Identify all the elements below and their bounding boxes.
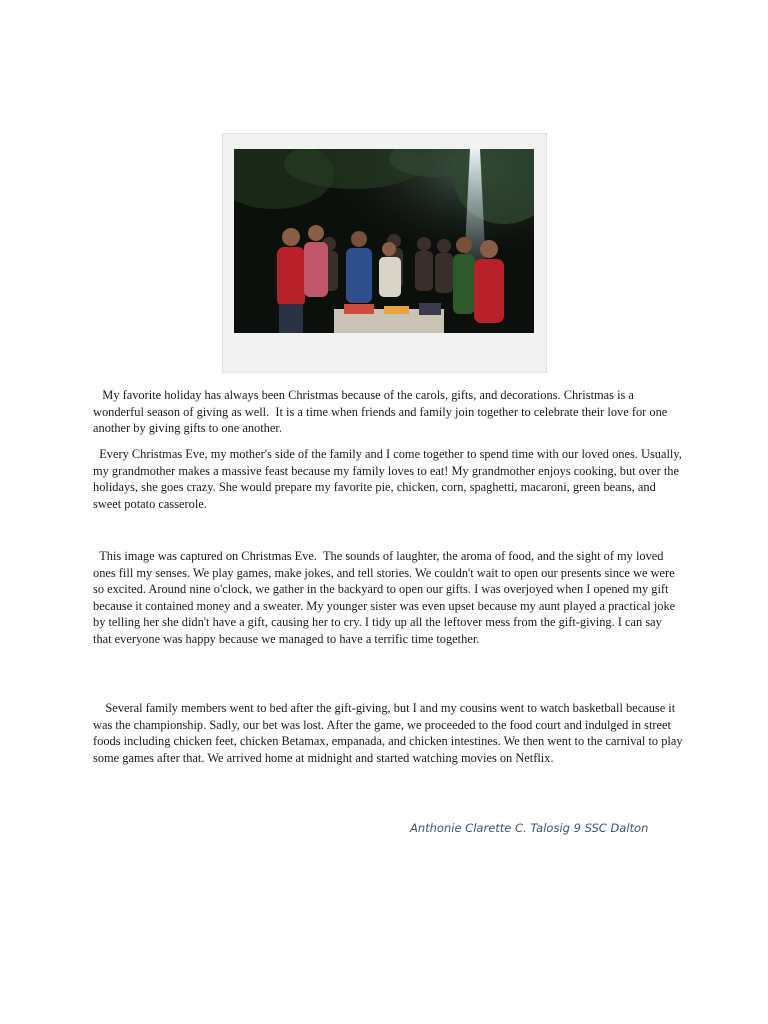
paragraph-photo-description: This image was captured on Christmas Eve. The sounds of laughter, the aroma of food, and the sight of my loved ones fill my senses. We play games, make jokes, and tell stories. We couldn't wait to open our presents since we were so excited. Around nine o'clock, we gather in the backyard to open our gifts. I was overjoyed when I opened my gift because it contained money and a sweater. My younger sister was even upset because my aunt played a practical joke by telling her she didn't have a gift, causing her to cry. I tidy up all the leftover mess from the gift-giving. I can say that everyone was happy because we managed to have a terrific time together. bbox=[93, 549, 679, 646]
paragraph-after-party: Several family members went to bed after the gift-giving, but I and my cousins went to watch basketball because it was the championship. Sadly, our bet was lost. After the game, we proceeded to the food court and indulged in street foods including chicken feet, chicken Betamax, empanada, and chicken intestines. We then went to the carnival to play some games after that. We arrived home at midnight and started watching movies on Netflix. bbox=[93, 701, 686, 765]
paragraph-intro: My favorite holiday has always been Christmas because of the carols, gifts, and decorations. Christmas is a wonderful season of giving as well. It is a time when friends and family join together to celebrate their love for one another by giving gifts to one another. bbox=[93, 388, 671, 435]
family-photo-icon bbox=[234, 149, 534, 333]
photo-frame bbox=[222, 133, 547, 373]
author-signature: Anthonie Clarette C. Talosig 9 SSC Dalton bbox=[410, 821, 649, 835]
family-photo bbox=[234, 149, 534, 333]
paragraph-christmas-eve: Every Christmas Eve, my mother's side of the family and I come together to spend time with our loved ones. Usually, my grandmother makes a massive feast because my family loves to eat! My grandmother enjoys cooking, but over the holidays, she goes crazy. She would prepare my favorite pie, chicken, corn, spaghetti, macaroni, green beans, and sweet potato casserole. bbox=[93, 447, 685, 511]
